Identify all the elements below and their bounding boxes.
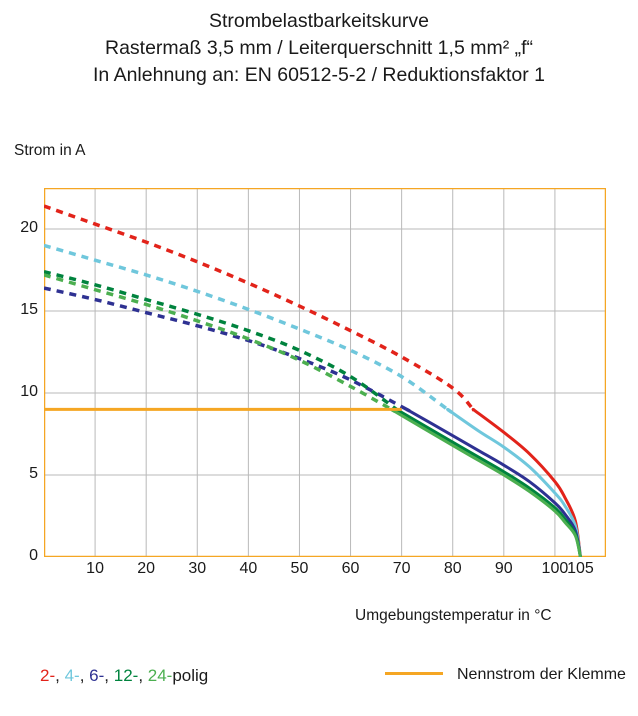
x-tick-label: 100 (541, 560, 569, 577)
y-axis-ticks (0, 188, 38, 564)
x-tick-label: 80 (443, 560, 462, 577)
y-axis-label: Strom in A (14, 142, 86, 159)
series-12-polig-solid (397, 409, 581, 557)
nominal-current-swatch (385, 672, 443, 675)
series-24-polig-solid (391, 409, 580, 557)
title-line-2: Rastermaß 3,5 mm / Leiterquerschnitt 1,5 mm² „f“ (104, 37, 534, 59)
x-tick-label: 50 (290, 560, 309, 577)
legend-separator: , (104, 666, 114, 685)
x-tick-label: 60 (341, 560, 360, 577)
legend-curve-label: 6- (89, 666, 105, 685)
x-tick-label: 40 (239, 560, 258, 577)
legend-curve-label: 4- (64, 666, 80, 685)
plot-area (44, 188, 606, 557)
legend-curve-label: 24- (147, 666, 173, 685)
series-24-polig-dashed (44, 275, 394, 411)
x-axis-label: Umgebungstemperatur in °C (355, 607, 552, 624)
x-tick-label: 10 (86, 560, 104, 577)
legend-separator: , (79, 666, 90, 685)
y-tick-label: 20 (20, 219, 38, 236)
series-4-polig-solid (448, 409, 581, 557)
legend-nominal-entry (385, 666, 626, 684)
x-tick-label: 20 (137, 560, 156, 577)
legend-curve-label: 2- (40, 666, 56, 685)
x-tick-label: 70 (392, 560, 411, 577)
series-12-polig-dashed (44, 272, 400, 412)
legend-curves-suffix: polig (172, 666, 209, 685)
title-line-3: In Anlehnung an: EN 60512-5-2 / Reduktionsfaktor 1 (92, 64, 546, 86)
x-tick-label: 105 (567, 560, 594, 577)
x-axis-ticks (44, 560, 638, 584)
title-line-1: Strombelastbarkeitskurve (208, 10, 429, 32)
legend-curve-entries (40, 666, 208, 686)
x-tick-label: 30 (188, 560, 207, 577)
legend-curve-label: 12- (113, 666, 139, 685)
chart-svg (44, 188, 606, 557)
legend-separator: , (55, 666, 65, 685)
chart-title-block (0, 0, 638, 89)
legend-separator: , (138, 666, 148, 685)
series-2-polig-solid (473, 409, 580, 557)
x-tick-label: 90 (494, 560, 513, 577)
y-tick-label: 5 (29, 465, 38, 482)
y-tick-label: 10 (20, 383, 38, 400)
y-tick-label: 0 (29, 547, 38, 564)
y-tick-label: 15 (20, 301, 38, 318)
plot-frame (45, 189, 606, 557)
legend-nominal-label: Nennstrom der Klemme (457, 666, 626, 683)
chart-legend (40, 666, 626, 696)
